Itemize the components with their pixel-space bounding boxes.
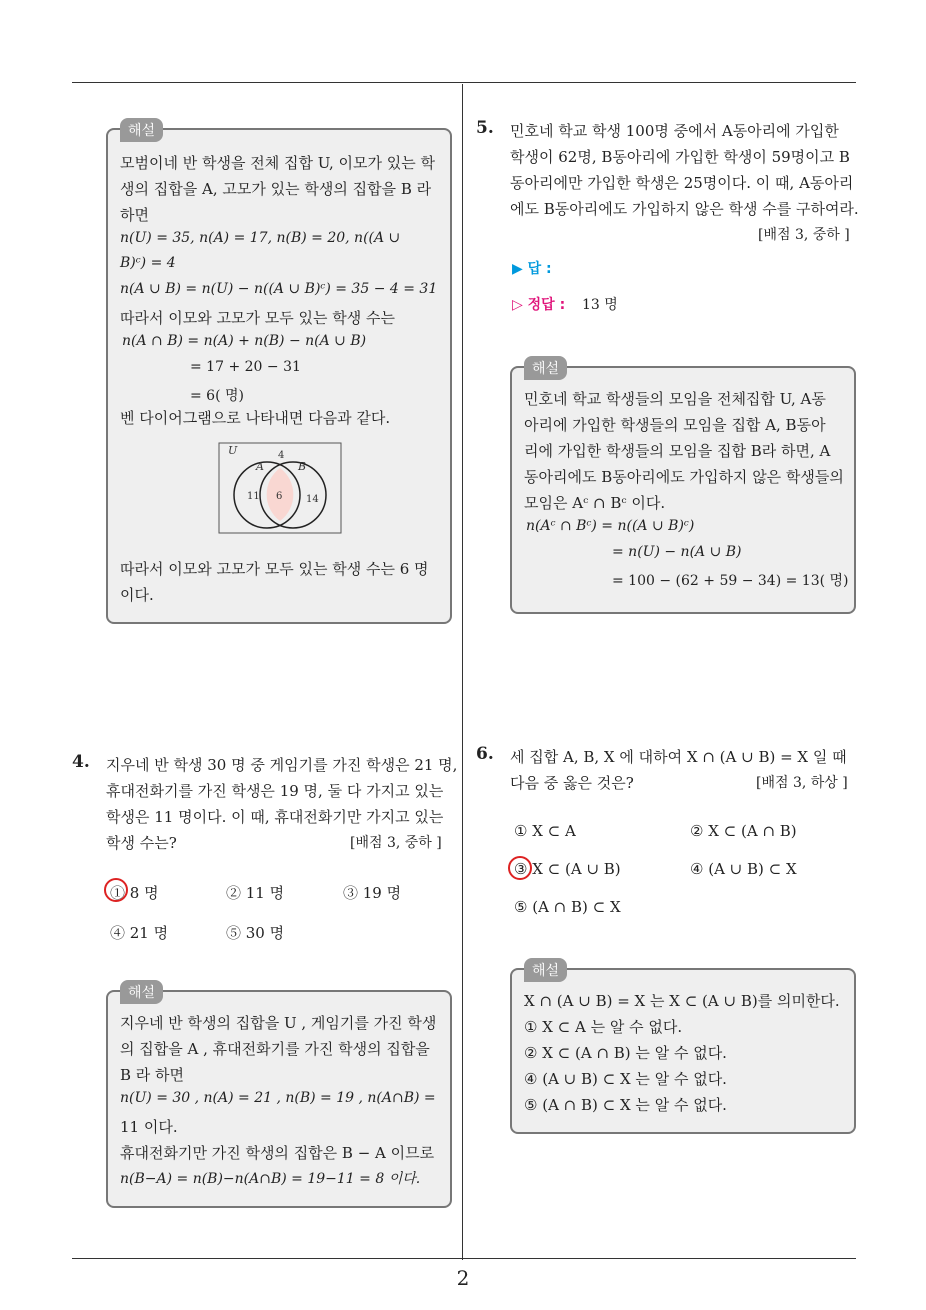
text-line: 민호네 학교 학생들의 모임을 전체집합 U, A동 — [524, 390, 826, 408]
text-line: 생의 집합을 A, 고모가 있는 학생의 집합을 B 라 — [120, 180, 432, 198]
bottom-rule — [72, 1258, 856, 1259]
question-6-line: 세 집합 A, B, X 에 대하여 X ∩ (A ∪ B) = X 일 때 — [510, 748, 847, 766]
text-line: n(A ∪ B) = n(U) − n((A ∪ B)ᶜ) = 35 − 4 = 31 — [120, 281, 438, 297]
q4-option-5[interactable]: ⑤ 30 명 — [226, 924, 285, 942]
question-6-number: 6. — [476, 744, 494, 764]
text-line: = 6( 명) — [190, 388, 244, 404]
question-5-score: [배점 3, 중하 ] — [758, 227, 850, 243]
explanation-tag: 해설 — [524, 958, 567, 982]
explanation-box-q5 — [510, 361, 856, 614]
venn-diagram — [218, 442, 342, 534]
venn-only-b-value: 14 — [306, 494, 319, 505]
text-line: n(U) = 35, n(A) = 17, n(B) = 20, n((A ∪ — [120, 230, 401, 246]
text-line: n(Aᶜ ∩ Bᶜ) = n((A ∪ B)ᶜ) — [526, 518, 695, 534]
question-4-score: [배점 3, 중하 ] — [350, 835, 442, 851]
q6-option-2[interactable]: ② X ⊂ (A ∩ B) — [690, 822, 797, 840]
venn-a-label: A — [256, 460, 264, 473]
question-4-line: 휴대전화기를 가진 학생은 19 명, 둘 다 가지고 있는 — [106, 782, 444, 800]
q6-option-4[interactable]: ④ (A ∪ B) ⊂ X — [690, 860, 797, 878]
text-line: X ∩ (A ∪ B) = X 는 X ⊂ (A ∪ B)를 의미한다. — [524, 992, 840, 1010]
question-5-number: 5. — [476, 118, 494, 138]
question-4-line: 학생 수는? — [106, 834, 177, 852]
question-4-line: 학생은 11 명이다. 이 때, 휴대전화기만 가지고 있는 — [106, 808, 444, 826]
text-line: 따라서 이모와 고모가 모두 있는 학생 수는 6 명 — [120, 560, 429, 578]
text-line: 동아리에도 B동아리에도 가입하지 않은 학생들의 — [524, 468, 844, 486]
page-number: 2 — [456, 1266, 470, 1290]
venn-only-a-value: 11 — [247, 491, 260, 502]
explanation-tag: 해설 — [120, 980, 163, 1004]
text-line: 리에 가입한 학생들의 모임을 집합 B라 하면, A — [524, 442, 831, 460]
top-rule — [72, 82, 856, 83]
question-5-line: 에도 B동아리에도 가입하지 않은 학생 수를 구하여라. — [510, 200, 859, 218]
text-line: = n(U) − n(A ∪ B) — [612, 544, 742, 560]
venn-both-value: 6 — [276, 491, 283, 502]
text-line: 모범이네 반 학생을 전체 집합 U, 이모가 있는 학 — [120, 154, 435, 172]
text-line: ⑤ (A ∩ B) ⊂ X 는 알 수 없다. — [524, 1096, 727, 1114]
text-line: 의 집합을 A , 휴대전화기를 가진 학생의 집합을 — [120, 1040, 430, 1058]
q4-option-4[interactable]: ④ 21 명 — [110, 924, 169, 942]
text-line: 아리에 가입한 학생들의 모임을 집합 A, B동아 — [524, 416, 826, 434]
text-line: ① X ⊂ A 는 알 수 없다. — [524, 1018, 683, 1036]
question-6-line: 다음 중 옳은 것은? — [510, 774, 634, 792]
text-line: 하면 — [120, 206, 149, 224]
text-line: n(A ∩ B) = n(A) + n(B) − n(A ∪ B) — [122, 333, 367, 349]
question-4-line: 지우네 반 학생 30 명 중 게임기를 가진 학생은 21 명, — [106, 756, 458, 774]
q6-option-3[interactable]: ③ X ⊂ (A ∪ B) — [514, 860, 621, 878]
q6-option-5[interactable]: ⑤ (A ∩ B) ⊂ X — [514, 898, 621, 916]
venn-b-label: B — [298, 460, 307, 473]
text-line: B)ᶜ) = 4 — [120, 255, 176, 271]
q6-option-1[interactable]: ① X ⊂ A — [514, 822, 576, 840]
question-5-line: 민호네 학교 학생 100명 중에서 A동아리에 가입한 — [510, 122, 839, 140]
explanation-box-q6 — [510, 963, 856, 1134]
answer-prompt: ▶ 답 : — [512, 261, 552, 277]
correct-answer-value: 13 명 — [582, 297, 618, 313]
text-line: 이다. — [120, 586, 154, 604]
correct-answer-label: ▷ 정답 : — [512, 297, 566, 313]
text-line: ④ (A ∪ B) ⊂ X 는 알 수 없다. — [524, 1070, 727, 1088]
text-line: ② X ⊂ (A ∩ B) 는 알 수 없다. — [524, 1044, 727, 1062]
q4-option-1[interactable]: ① 8 명 — [110, 884, 159, 902]
venn-u-label: U — [228, 444, 238, 457]
text-line: n(U) = 30 , n(A) = 21 , n(B) = 19 , n(A∩B) = — [120, 1090, 436, 1106]
explanation-tag: 해설 — [524, 356, 567, 380]
text-line: B 라 하면 — [120, 1066, 185, 1084]
column-divider — [462, 84, 463, 1260]
text-line: 휴대전화기만 가진 학생의 집합은 B − A 이므로 — [120, 1144, 435, 1162]
text-line: n(B−A) = n(B)−n(A∩B) = 19−11 = 8 이다. — [120, 1171, 421, 1187]
explanation-tag: 해설 — [120, 118, 163, 142]
question-4-number: 4. — [72, 752, 90, 772]
q4-option-2[interactable]: ② 11 명 — [226, 884, 285, 902]
venn-outside-value: 4 — [278, 450, 285, 461]
text-line: 벤 다이어그램으로 나타내면 다음과 같다. — [120, 409, 391, 427]
q4-option-3[interactable]: ③ 19 명 — [343, 884, 402, 902]
question-5-line: 학생이 62명, B동아리에 가입한 학생이 59명이고 B — [510, 148, 850, 166]
text-line: 지우네 반 학생의 집합을 U , 게임기를 가진 학생 — [120, 1014, 437, 1032]
text-line: 따라서 이모와 고모가 모두 있는 학생 수는 — [120, 309, 395, 327]
text-line: 모임은 Aᶜ ∩ Bᶜ 이다. — [524, 494, 666, 512]
explanation-box-q4 — [106, 985, 452, 1208]
text-line: = 17 + 20 − 31 — [190, 359, 301, 375]
question-6-score: [배점 3, 하상 ] — [756, 775, 848, 791]
question-5-line: 동아리에만 가입한 학생은 25명이다. 이 때, A동아리 — [510, 174, 854, 192]
text-line: = 100 − (62 + 59 − 34) = 13( 명) — [612, 573, 849, 589]
explanation-box-q3 — [106, 123, 452, 624]
text-line: 11 이다. — [120, 1118, 178, 1136]
